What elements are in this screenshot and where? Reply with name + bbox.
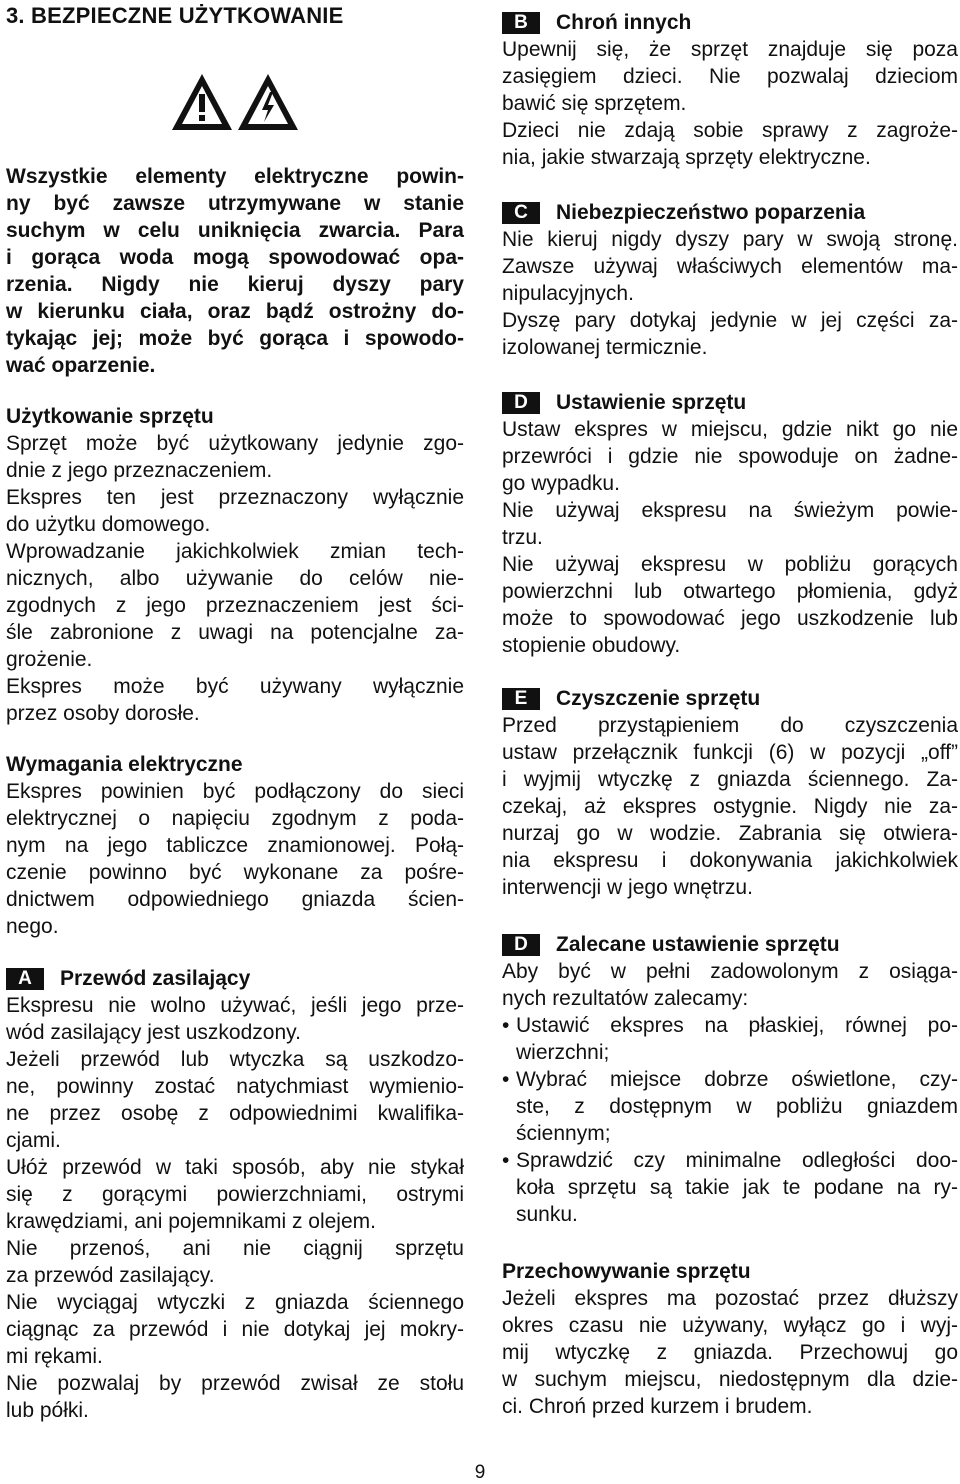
paragraph-line: zgodnych z jego przeznaczeniem jest ści- (6, 594, 464, 617)
section-badge: E (502, 688, 540, 710)
paragraph-line: Ekspres powinien być podłączony do sieci (6, 780, 464, 803)
section-title: 3. BEZPIECZNE UŻYTKOWANIE (6, 3, 344, 28)
intro-line: Wszystkie elementy elektryczne powin- (6, 165, 464, 188)
paragraph-line: grożenie. (6, 648, 93, 671)
bullet-marker: • (502, 1149, 510, 1172)
paragraph-line: ne przez osobę z odpowiednimi kwalifika- (6, 1102, 464, 1125)
paragraph-line: cjami. (6, 1129, 61, 1152)
paragraph-line: Wprowadzanie jakichkolwiek zmian tech- (6, 540, 464, 563)
section-heading (502, 199, 958, 226)
paragraph-line: przez osoby dorosłe. (6, 702, 200, 725)
paragraph-line: elektrycznej o napięciu zgodnym z poda- (6, 807, 464, 830)
paragraph-line: Zawsze używaj właściwych elementów ma- (502, 255, 958, 278)
paragraph-line: Jeżeli ekspres ma pozostać przez dłuższy (502, 1287, 958, 1310)
paragraph-line: nicznych, albo używanie do celów nie- (6, 567, 464, 590)
paragraph-line: powierzchni lub otwartego płomienia, gdyż (502, 580, 958, 603)
bullet-marker: • (502, 1014, 510, 1037)
paragraph-line: Ekspres ten jest przeznaczony wyłącznie (6, 486, 464, 509)
section-badge: D (502, 392, 540, 414)
section-heading: Wymagania elektryczne (6, 753, 243, 776)
paragraph-line: mi rękami. (6, 1345, 103, 1368)
paragraph-line: nia ekspresu i dokonywania jakichkolwiek (502, 849, 958, 872)
list-item-line: Wybrać miejsce dobrze oświetlone, czy- (516, 1068, 958, 1091)
paragraph-line: nego. (6, 915, 59, 938)
paragraph-line: czenie powinno być wykonane za pośre- (6, 861, 464, 884)
paragraph-line: ustaw przełącznik funkcji (6) w pozycji „off” (502, 741, 958, 764)
list-item-line: sunku. (516, 1203, 578, 1226)
paragraph-line: ne, powinny zostać natychmiast wymienio- (6, 1075, 464, 1098)
exclamation-warning-icon (172, 74, 232, 130)
paragraph-line: i wyjmij wtyczkę z gniazda ściennego. Za- (502, 768, 958, 791)
list-item-line: ste, z dostępnym w pobliżu gniazdem (516, 1095, 958, 1118)
paragraph-line: za przewód zasilający. (6, 1264, 215, 1287)
paragraph-line: krawędziami, ani pojemnikami z olejem. (6, 1210, 376, 1233)
paragraph-line: Upewnij się, że sprzęt znajduje się poza (502, 38, 958, 61)
paragraph-line: się z gorącymi powierzchniami, ostrymi (6, 1183, 464, 1206)
intro-line: i gorąca woda mogą spowodować opa- (6, 246, 464, 269)
electric-shock-warning-icon (238, 74, 298, 130)
paragraph-line: okres czasu nie używany, wyłącz go i wyj- (502, 1314, 958, 1337)
paragraph-line: czekaj, aż ekspres ostygnie. Nigdy nie za- (502, 795, 958, 818)
paragraph-line: dnie z jego przeznaczeniem. (6, 459, 273, 482)
paragraph-line: mij wtyczkę z gniazda. Przechowuj go (502, 1341, 958, 1364)
paragraph-line: wód zasilający jest uszkodzony. (6, 1021, 301, 1044)
paragraph-line: Nie używaj ekspresu na świeżym powie- (502, 499, 958, 522)
paragraph-line: może to spowodować jego uszkodzenie lub (502, 607, 958, 630)
list-item-line: wierzchni; (516, 1041, 610, 1064)
section-badge: B (502, 12, 540, 34)
paragraph-line: nych rezultatów zalecamy: (502, 987, 749, 1010)
paragraph-line: w suchym miejscu, niedostępnym dla dzie- (502, 1368, 958, 1391)
intro-line: rzenia. Nigdy nie kieruj dyszy pary (6, 273, 464, 296)
bullet-marker: • (502, 1068, 510, 1091)
list-item-line: ściennym; (516, 1122, 611, 1145)
paragraph-line: Sprzęt może być użytkowany jedynie zgo- (6, 432, 464, 455)
list-item-line: koła sprzętu są takie jak te podane na ry- (516, 1176, 958, 1199)
list-item (502, 1147, 958, 1174)
paragraph-line: go wypadku. (502, 472, 620, 495)
paragraph-line: ci. Chroń przed kurzem i brudem. (502, 1395, 813, 1418)
list-item-line: Ustawić ekspres na płaskiej, równej po- (516, 1014, 958, 1037)
section-heading (502, 389, 958, 416)
paragraph-line: Nie pozwalaj by przewód zwisał ze stołu (6, 1372, 464, 1395)
paragraph-line: Nie kieruj nigdy dyszy pary w swoją stronę. (502, 228, 958, 251)
section-heading: Użytkowanie sprzętu (6, 405, 214, 428)
paragraph-line: Ustaw ekspres w miejscu, gdzie nikt go nie (502, 418, 958, 441)
intro-line: suchym w celu uniknięcia zwarcia. Para (6, 219, 464, 242)
intro-line: w kierunku ciała, oraz bądź ostrożny do- (6, 300, 464, 323)
list-item (502, 1012, 958, 1039)
section-heading-text: Zalecane ustawienie sprzętu (556, 933, 840, 956)
page-number: 9 (474, 1462, 486, 1483)
paragraph-line: ciągnąc za przewód i nie dotykaj jej mokry- (6, 1318, 464, 1341)
paragraph-line: nym na jego tabliczce znamionowej. Połą- (6, 834, 464, 857)
paragraph-line: Przed przystąpieniem do czyszczenia (502, 714, 958, 737)
paragraph-line: Ekspresu nie wolno używać, jeśli jego prze- (6, 994, 464, 1017)
paragraph-line: Aby być w pełni zadowolonym z osiąga- (502, 960, 958, 983)
section-heading (502, 9, 958, 36)
section-heading-text: Niebezpieczeństwo poparzenia (556, 201, 866, 224)
paragraph-line: Nie przenoś, ani nie ciągnij sprzętu (6, 1237, 464, 1260)
warning-icons (170, 70, 300, 134)
paragraph-line: Dyszę pary dotykaj jedynie w jej części za- (502, 309, 958, 332)
paragraph-line: dnictwem odpowiedniego gniazda ścien- (6, 888, 464, 911)
paragraph-line: stopienie obudowy. (502, 634, 681, 657)
section-heading-text: Chroń innych (556, 11, 692, 34)
paragraph-line: interwencji w jego wnętrzu. (502, 876, 753, 899)
section-heading (502, 931, 958, 958)
paragraph-line: nurzaj go w wodzie. Zabrania się otwiera- (502, 822, 958, 845)
section-badge: D (502, 934, 540, 956)
section-heading: Przechowywanie sprzętu (502, 1260, 751, 1283)
paragraph-line: izolowanej termicznie. (502, 336, 708, 359)
paragraph-line: nia, jakie stwarzają sprzęty elektryczne. (502, 146, 871, 169)
paragraph-line: lub półki. (6, 1399, 89, 1422)
intro-line: ny być zawsze utrzymywane w stanie (6, 192, 464, 215)
section-heading-text: Czyszczenie sprzętu (556, 687, 761, 710)
section-heading (6, 965, 464, 992)
paragraph-line: Nie używaj ekspresu w pobliżu gorących (502, 553, 958, 576)
paragraph-line: nipulacyjnych. (502, 282, 634, 305)
section-badge: C (502, 202, 540, 224)
section-heading-text: Ustawienie sprzętu (556, 391, 747, 414)
paragraph-line: Jeżeli przewód lub wtyczka są uszkodzo- (6, 1048, 464, 1071)
paragraph-line: śle zabronione z uwagi na potencjalne za- (6, 621, 464, 644)
paragraph-line: trzu. (502, 526, 543, 549)
section-heading (502, 685, 958, 712)
intro-line: wać oparzenie. (6, 354, 156, 377)
paragraph-line: przewróci i gdzie nie spowoduje on żadne- (502, 445, 958, 468)
paragraph-line: Dzieci nie zdają sobie sprawy z zagroże- (502, 119, 958, 142)
list-item (502, 1066, 958, 1093)
paragraph-line: Ułóż przewód w taki sposób, aby nie stykał (6, 1156, 464, 1179)
paragraph-line: do użytku domowego. (6, 513, 211, 536)
paragraph-line: Ekspres może być używany wyłącznie (6, 675, 464, 698)
section-heading-text: Przewód zasilający (60, 967, 251, 990)
paragraph-line: Nie wyciągaj wtyczki z gniazda ściennego (6, 1291, 464, 1314)
intro-line: tykając jej; może być gorąca i spowodo- (6, 327, 464, 350)
paragraph-line: zasięgiem dzieci. Nie pozwalaj dzieciom (502, 65, 958, 88)
section-badge: A (6, 968, 44, 990)
list-item-line: Sprawdzić czy minimalne odległości doo- (516, 1149, 958, 1172)
paragraph-line: bawić się sprzętem. (502, 92, 687, 115)
